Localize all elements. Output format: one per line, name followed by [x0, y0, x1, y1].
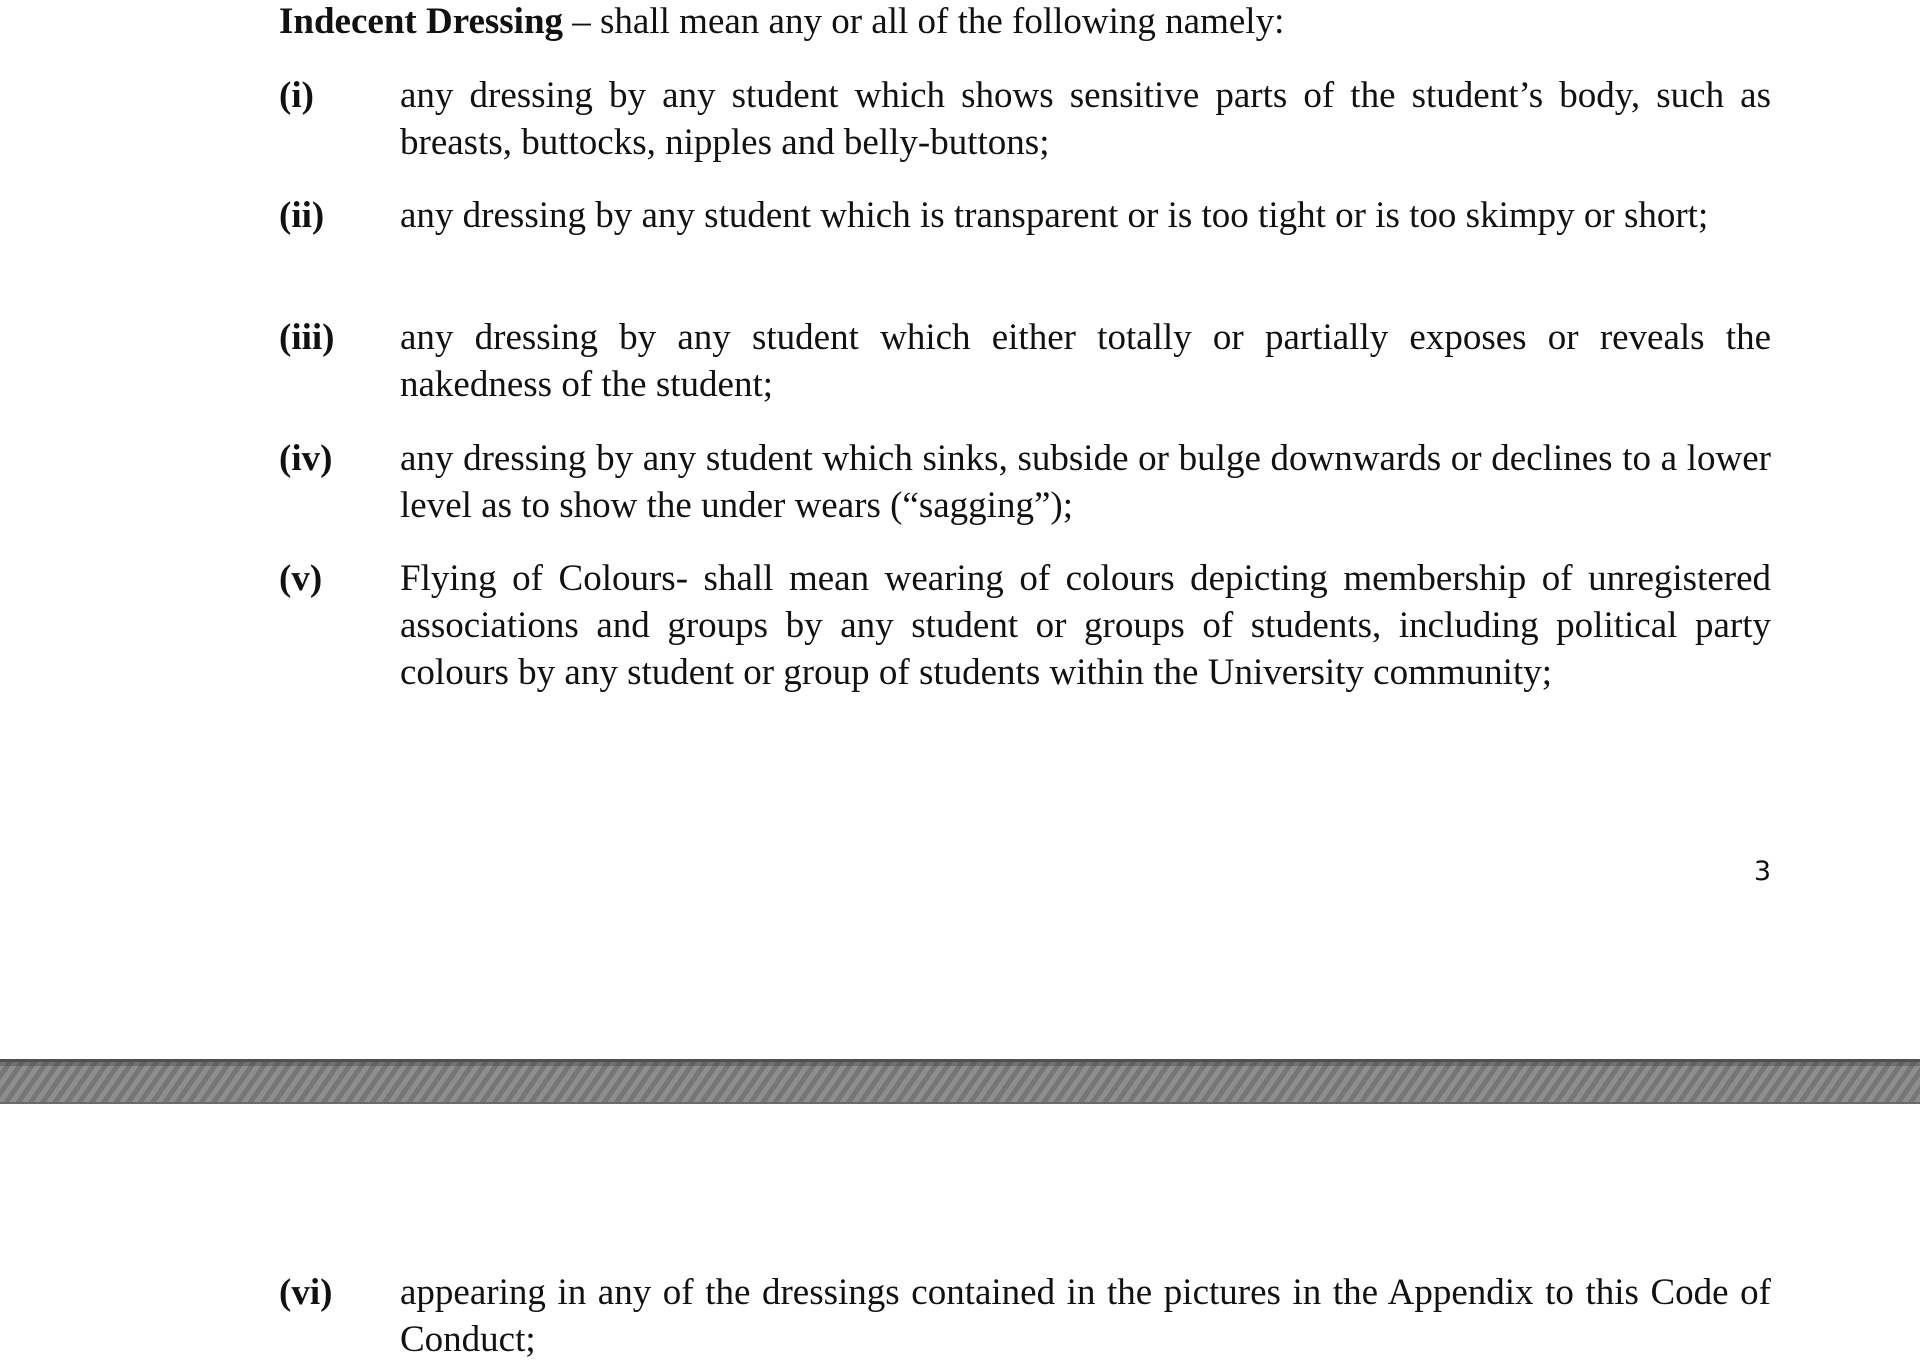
page-number: 3 [1753, 856, 1771, 887]
item-text: any dressing by any student which either totally or partially exposes or reveals the nakedness of the student; [400, 317, 1771, 405]
item-label: (iii) [279, 317, 335, 358]
item-label: (ii) [279, 195, 325, 236]
item-text: any dressing by any student which is transparent or is too tight or is too skimpy or short; [400, 195, 1709, 236]
item-text: appearing in any of the dressings contained in the pictures in the Appendix to this Code of Conduct; [400, 1272, 1771, 1360]
item-label: (i) [279, 75, 314, 116]
item-label: (v) [279, 558, 323, 599]
page-separator [0, 1059, 1920, 1104]
item-label: (vi) [279, 1272, 333, 1313]
item-text: any dressing by any student which shows sensitive parts of the student’s body, such as breasts, buttocks, nipples and belly-buttons; [400, 75, 1771, 163]
item-text: Flying of Colours- shall mean wearing of colours depicting membership of unregistered associations and groups by any student or groups of students, including political party colours by any student or group of students within the University community; [400, 558, 1771, 693]
item-text: any dressing by any student which sinks, subside or bulge downwards or declines to a lower level as to show the under wears (“sagging”); [400, 438, 1771, 526]
defined-term: Indecent Dressing [279, 1, 564, 42]
item-label: (iv) [279, 438, 333, 479]
definition-heading [279, 0, 1284, 45]
page-4 [0, 1104, 1920, 1360]
definition-intro: – shall mean any or all of the following namely: [563, 1, 1285, 42]
